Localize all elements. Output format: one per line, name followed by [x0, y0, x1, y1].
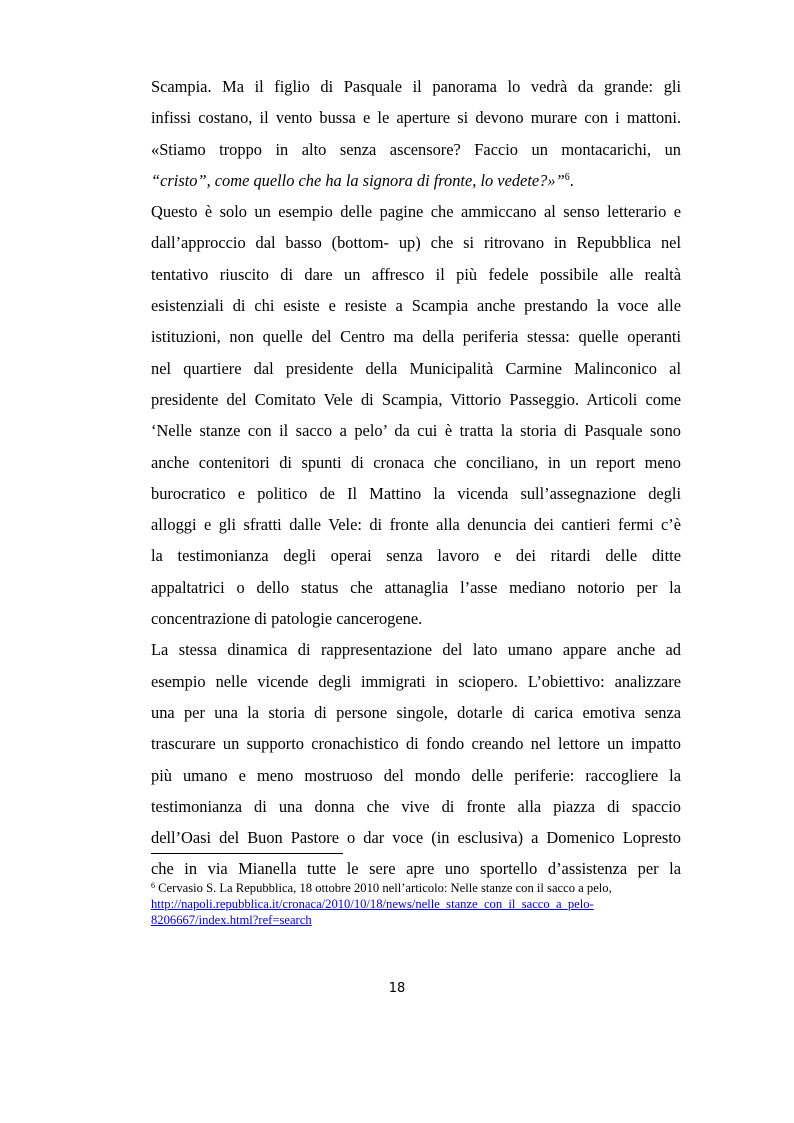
text-line: la testimonianza degli operai senza lavoro e dei ritardi delle ditte [151, 546, 681, 566]
text-line: dell’Oasi del Buon Pastore o dar voce (in esclusiva) a Domenico Lopresto [151, 828, 681, 848]
page-number: 18 [388, 981, 406, 996]
text-line: che in via Mianella tutte le sere apre uno sportello d’assistenza per la [151, 859, 681, 879]
text-line: presidente del Comitato Vele di Scampia, Vittorio Passeggio. Articoli come [151, 389, 681, 409]
text-line: dall’approccio dal basso (bottom- up) che si ritrovano in Repubblica nel [151, 233, 681, 253]
footnote-reference[interactable]: 6 [564, 171, 570, 183]
quote-close-mark: ” [555, 170, 565, 190]
footnote-separator [151, 853, 343, 854]
text-line: testimonianza di una donna che vive di fronte alla piazza di spaccio [151, 796, 681, 816]
quote-line [151, 165, 681, 196]
footnote-number: 6 [151, 881, 155, 890]
text-line: Scampia. Ma il figlio di Pasquale il panorama lo vedrà da grande: gli [151, 77, 681, 96]
footnote-link-continued[interactable]: 8206667/index.html?ref=search [151, 913, 312, 927]
text-line: infissi costano, il vento bussa e le aperture si devono murare con i mattoni. [151, 108, 681, 128]
footnote-link[interactable]: http://napoli.repubblica.it/cronaca/2010/10/18/news/nelle_stanze_con_il_sacco_a_pelo- [151, 897, 594, 911]
body-text [151, 71, 681, 885]
footnote-citation [151, 880, 691, 896]
footnote [151, 880, 691, 928]
text-line: anche contenitori di spunti di cronaca che conciliano, in un report meno [151, 452, 681, 472]
text-line: istituzioni, non quelle del Centro ma della periferia stessa: quelle operanti [151, 327, 681, 347]
text-line: alloggi e gli sfratti dalle Vele: di fronte alla denuncia dei cantieri fermi c’è [151, 515, 681, 535]
text-line: «Stiamo troppo in alto senza ascensore? Faccio un montacarichi, un [151, 139, 681, 159]
text-line: esempio nelle vicende degli immigrati in sciopero. L’obiettivo: analizzare [151, 671, 681, 691]
text-line: nel quartiere dal presidente della Municipalità Carmine Malinconico al [151, 358, 681, 378]
text-line: burocratico e politico de Il Mattino la vicenda sull’assegnazione degli [151, 483, 681, 503]
text-line: esistenziali di chi esiste e resiste a Scampia anche prestando la voce alle [151, 296, 681, 316]
text-line: La stessa dinamica di rappresentazione del lato umano appare anche ad [151, 640, 681, 660]
text-line: concentrazione di patologie cancerogene. [151, 609, 423, 629]
italic-quote: “cristo”, come quello che ha la signora di fronte, lo vedete?» [151, 170, 556, 190]
text-line: appaltatrici o dello status che attanaglia l’asse mediano notorio per la [151, 577, 681, 597]
text-line: ‘Nelle stanze con il sacco a pelo’ da cui è tratta la storia di Pasquale sono [151, 421, 681, 441]
text-line: Questo è solo un esempio delle pagine che ammiccano al senso letterario e [151, 202, 681, 222]
text-line: tentativo riuscito di dare un affresco il più fedele possibile alle realtà [151, 264, 681, 284]
quote-end: . [569, 170, 574, 190]
text-line: più umano e meno mostruoso del mondo delle periferie: raccogliere la [151, 765, 681, 785]
text-line: una per una la storia di persone singole, dotarle di carica emotiva senza [151, 702, 681, 722]
footnote-text: Cervasio S. La Repubblica, 18 ottobre 2010 nell’articolo: Nelle stanze con il sacco a pelo, [155, 881, 612, 895]
text-line: trascurare un supporto cronachistico di fondo creando nel lettore un impatto [151, 734, 681, 754]
